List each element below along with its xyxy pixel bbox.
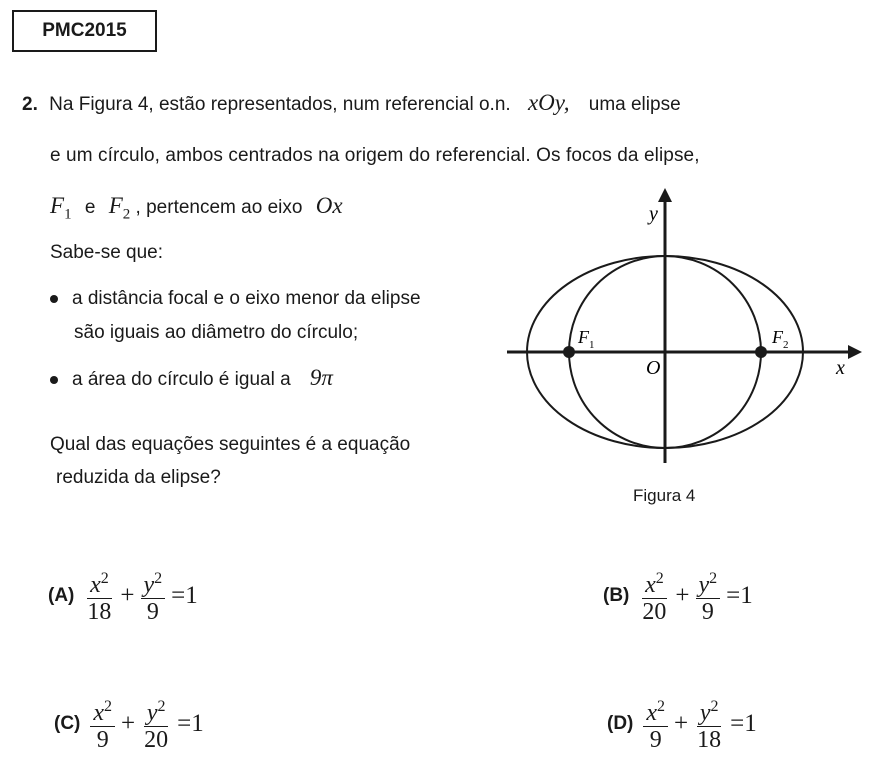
option-b[interactable] <box>603 566 757 625</box>
question-line-2: e um círculo, ambos centrados na origem do referencial. Os focos da elipse, <box>50 145 700 166</box>
axis-text: , pertencem ao eixo <box>135 197 303 218</box>
bullet-1 <box>50 287 421 311</box>
question-line-3 <box>50 194 343 227</box>
fraction-x: $\frac{x^2}{18}$ <box>84 566 114 625</box>
equals-one: =1 <box>171 581 198 609</box>
bullet-dot <box>50 295 58 303</box>
equals-one: =1 <box>177 709 204 737</box>
question-text-a: Na Figura 4, estão representados, num referencial o.n. <box>49 94 511 115</box>
plus-sign: + <box>675 581 690 609</box>
fraction-x: $\frac{x^2}{20}$ <box>639 566 669 625</box>
option-c[interactable] <box>54 694 208 753</box>
and-text: e <box>84 197 96 218</box>
option-label: (D) <box>607 712 634 734</box>
figure-4 <box>500 180 870 475</box>
bullet-2 <box>50 366 333 392</box>
plus-sign: + <box>674 709 689 737</box>
equals-one: =1 <box>726 581 753 609</box>
focus-1-point <box>563 346 575 358</box>
question-line-1 <box>22 91 681 117</box>
option-label: (A) <box>48 584 75 606</box>
fraction-y: $\frac{y^2}{9}$ <box>141 566 166 625</box>
bullet-dot <box>50 376 58 384</box>
question-number: 2. <box>22 94 38 115</box>
focus-2-point <box>755 346 767 358</box>
option-a[interactable] <box>48 566 202 625</box>
bullet-2-text: a área do círculo é igual a <box>72 369 291 390</box>
fraction-y: $\frac{y^2}{9}$ <box>696 566 721 625</box>
fraction-x: $\frac{x^2}{9}$ <box>90 694 115 753</box>
plus-sign: + <box>121 709 136 737</box>
figure-caption: Figura 4 <box>633 486 696 505</box>
option-d[interactable] <box>607 694 761 753</box>
option-label: (C) <box>54 712 81 734</box>
axis-math: Ox <box>315 193 343 218</box>
plus-sign: + <box>120 581 135 609</box>
equals-one: =1 <box>730 709 757 737</box>
known-intro: Sabe-se que: <box>50 242 164 263</box>
fraction-y: $\frac{y^2}{20}$ <box>141 694 171 753</box>
x-axis-arrow-icon <box>848 345 862 359</box>
x-axis-label: x <box>836 357 845 379</box>
y-axis-label: y <box>649 203 658 225</box>
area-value: 9π <box>309 365 333 390</box>
option-label: (B) <box>603 584 630 606</box>
fraction-x: $\frac{x^2}{9}$ <box>643 694 668 753</box>
focus-2-label: $F_2$ <box>108 193 131 223</box>
origin-label: O <box>646 357 661 379</box>
exam-code-badge: PMC2015 <box>12 10 157 52</box>
fraction-y: $\frac{y^2}{18}$ <box>694 694 724 753</box>
bullet-1-line-2: são iguais ao diâmetro do círculo; <box>74 322 359 343</box>
figure-f2-label: $F_2$ <box>772 327 789 351</box>
figure-f1-label: $F_1$ <box>578 327 595 351</box>
bullet-1-line-1: a distância focal e o eixo menor da elipse <box>72 288 421 309</box>
prompt-line-1: Qual das equações seguintes é a equação <box>50 434 411 455</box>
question-text-b: uma elipse <box>588 94 681 115</box>
focus-1-label: $F_1$ <box>50 193 72 223</box>
prompt-line-2: reduzida da elipse? <box>56 467 221 488</box>
question-frame-math: xOy, <box>527 90 570 115</box>
y-axis-arrow-icon <box>658 188 672 202</box>
